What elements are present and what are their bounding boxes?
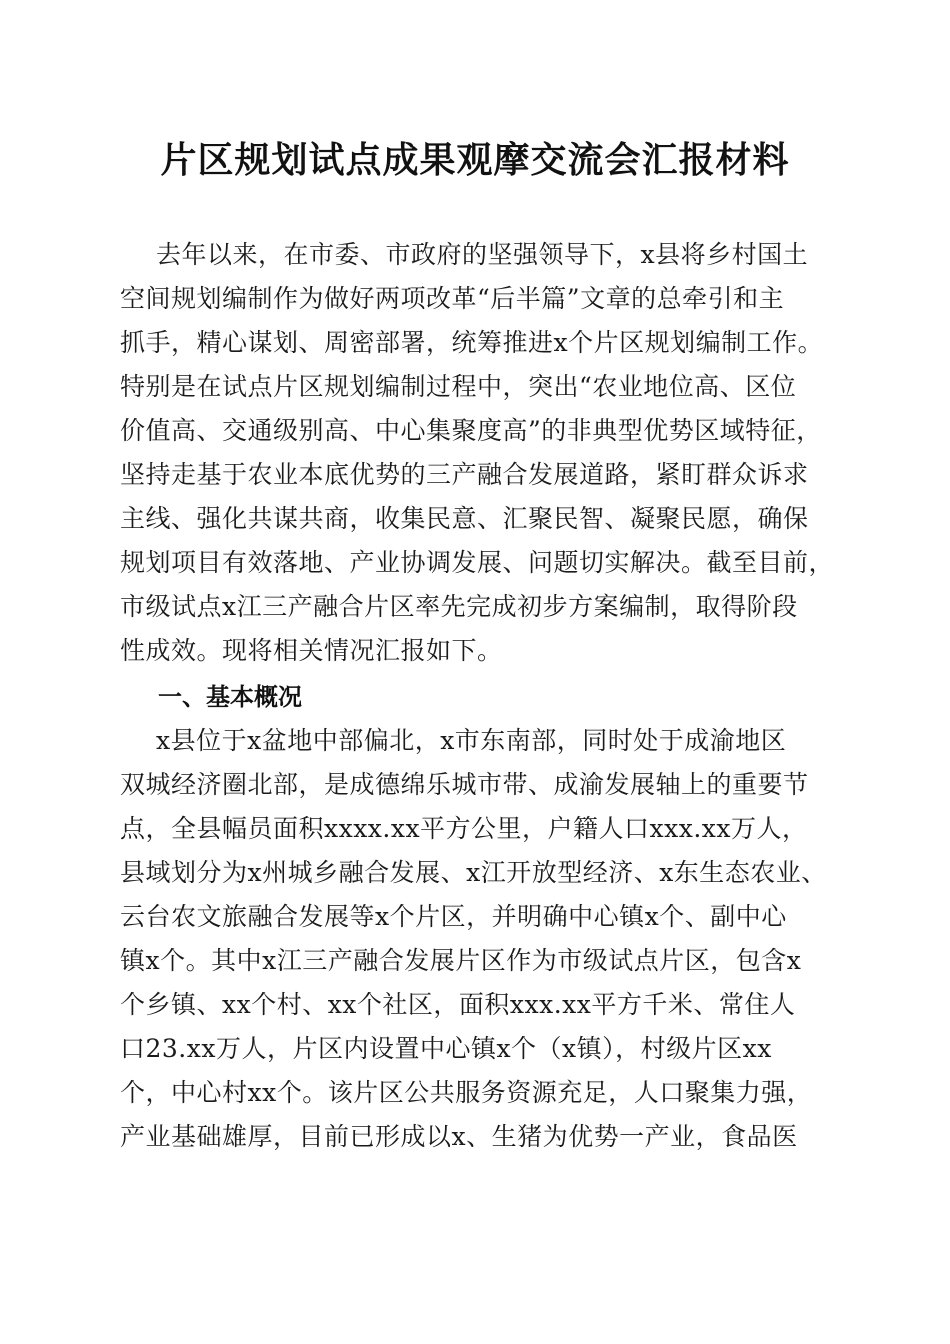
document-title: 片区规划试点成果观摩交流会汇报材料 bbox=[160, 139, 790, 181]
section1-line-3: 点，全县幅员面积xxxx.xx平方公里，户籍人口xxx.xx万人， bbox=[120, 814, 808, 843]
intro-line-5: 价值高、交通级别高、中心集聚度高”的非典型优势区域特征， bbox=[120, 416, 822, 445]
section1-line-8: 口23.xx万人，片区内设置中心镇x个（x镇），村级片区xx bbox=[120, 1034, 772, 1063]
intro-line-7: 主线、强化共谋共商，收集民意、汇聚民智、凝聚民愿，确保 bbox=[120, 504, 809, 533]
intro-line-4: 特别是在试点片区规划编制过程中，突出“农业地位高、区位 bbox=[120, 372, 797, 401]
section1-line-2: 双城经济圈北部，是成德绵乐城市带、成渝发展轴上的重要节 bbox=[120, 770, 809, 799]
intro-line-8: 规划项目有效落地、产业协调发展、问题切实解决。截至目前， bbox=[120, 548, 835, 577]
intro-line-1: 去年以来，在市委、市政府的坚强领导下，x县将乡村国土 bbox=[156, 240, 809, 269]
intro-line-3: 抓手，精心谋划、周密部署，统筹推进x个片区规划编制工作。 bbox=[120, 328, 824, 357]
section1-line-5: 云台农文旅融合发展等x个片区，并明确中心镇x个、副中心 bbox=[120, 902, 787, 931]
section1-line-10: 产业基础雄厚，目前已形成以x、生猪为优势一产业，食品医 bbox=[120, 1122, 798, 1151]
intro-line-10: 性成效。现将相关情况汇报如下。 bbox=[120, 636, 503, 665]
section1-line-9: 个，中心村xx个。该片区公共服务资源充足，人口聚集力强， bbox=[120, 1078, 813, 1107]
section-heading-basic-overview: 一、基本概况 bbox=[158, 683, 302, 711]
intro-line-2: 空间规划编制作为做好两项改革“后半篇”文章的总牵引和主 bbox=[120, 284, 785, 313]
intro-line-6: 坚持走基于农业本底优势的三产融合发展道路，紧盯群众诉求 bbox=[120, 460, 809, 489]
section1-line-1: x县位于x盆地中部偏北，x市东南部，同时处于成渝地区 bbox=[156, 726, 787, 755]
section1-line-6: 镇x个。其中x江三产融合发展片区作为市级试点片区，包含x bbox=[120, 946, 802, 975]
section1-line-4: 县域划分为x州城乡融合发展、x江开放型经济、x东生态农业、 bbox=[120, 858, 827, 887]
section1-line-7: 个乡镇、xx个村、xx个社区，面积xxx.xx平方千米、常住人 bbox=[120, 990, 796, 1019]
intro-line-9: 市级试点x江三产融合片区率先完成初步方案编制，取得阶段 bbox=[120, 592, 798, 621]
